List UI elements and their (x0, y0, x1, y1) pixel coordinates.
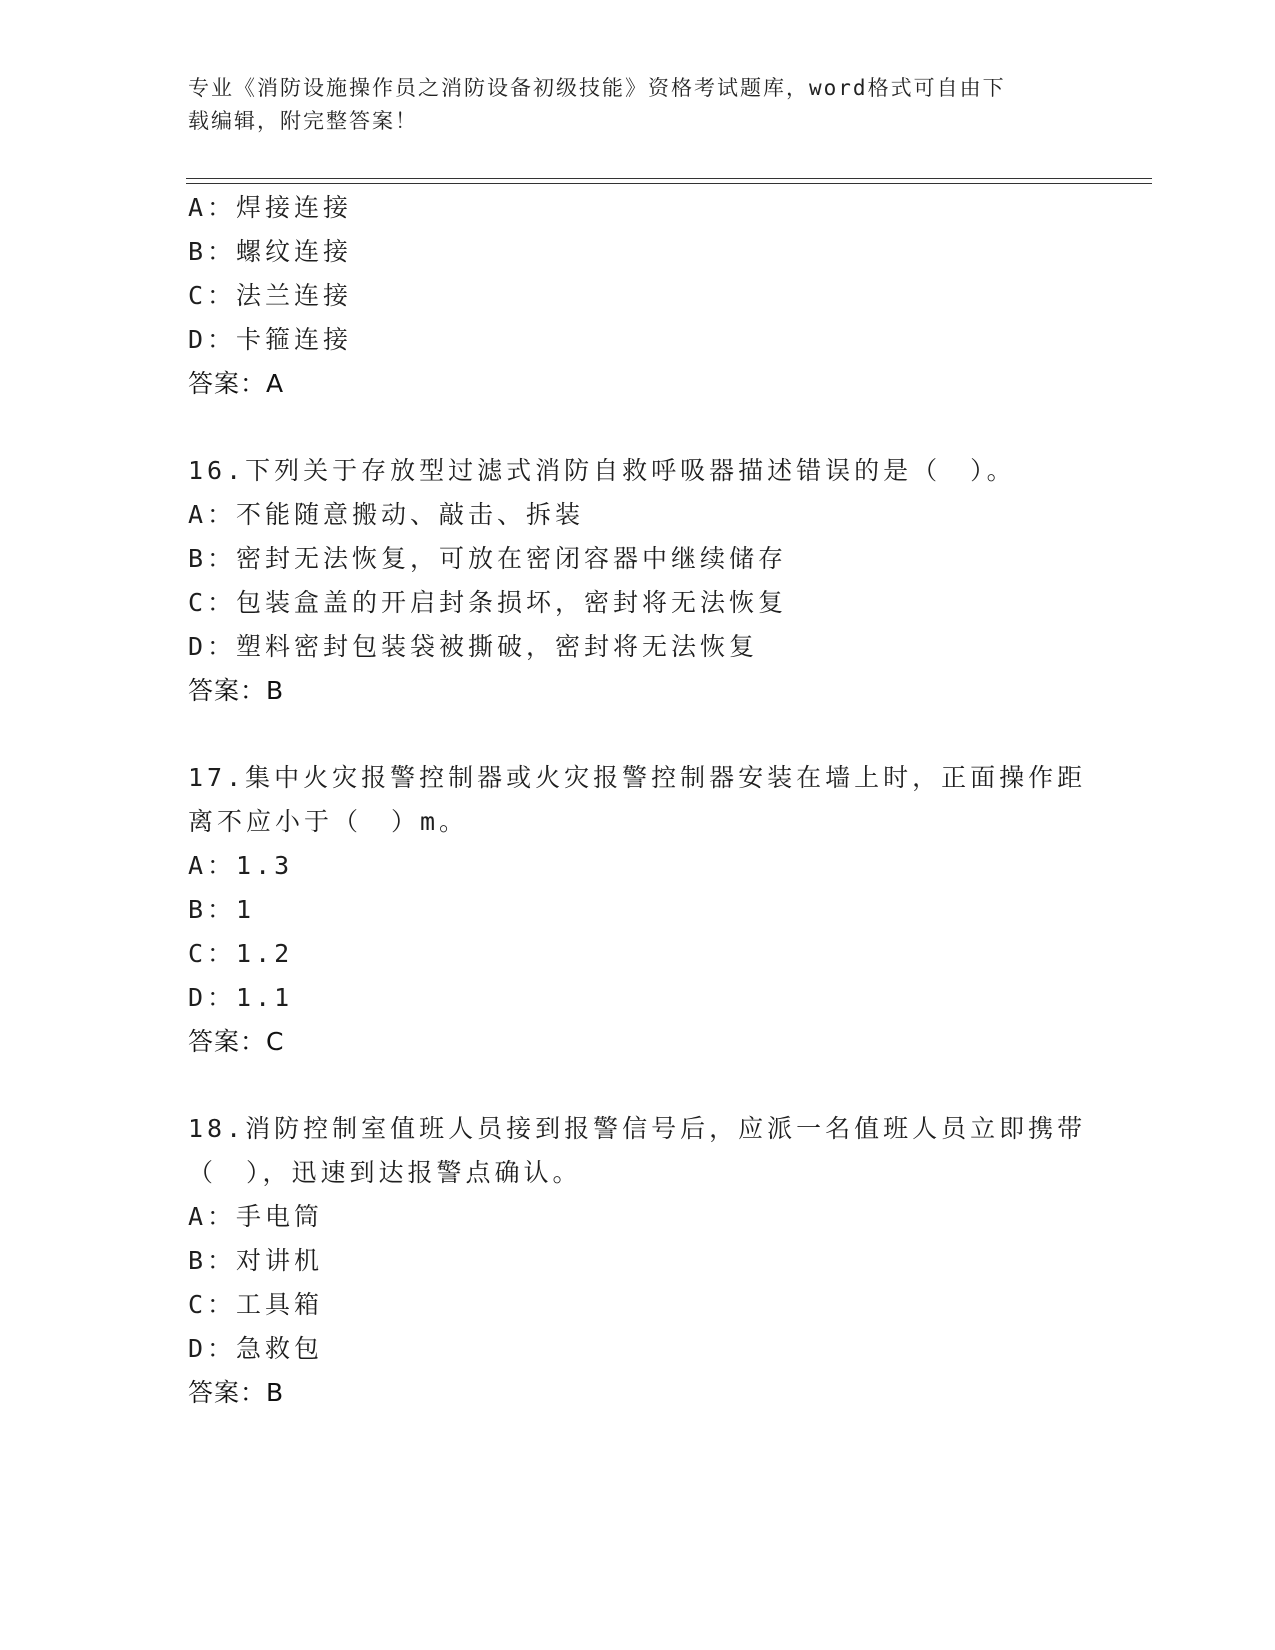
q16-option-c: C：包装盒盖的开启封条损坏，密封将无法恢复 (188, 588, 788, 617)
q17-stem-line-2: 离不应小于（ ）m。 (188, 807, 469, 836)
header-line-1: 专业《消防设施操作员之消防设备初级技能》资格考试题库，word格式可自由下 (188, 76, 1006, 100)
q18-option-c: C：工具箱 (188, 1290, 324, 1319)
q18-stem-line-2: （ ），迅速到达报警点确认。 (188, 1158, 582, 1187)
q18-stem-line-1: 18.消防控制室值班人员接到报警信号后，应派一名值班人员立即携带 (188, 1114, 1087, 1143)
q17-answer: 答案：C (188, 1027, 285, 1056)
q16-option-d: D：塑料密封包装袋被撕破，密封将无法恢复 (188, 632, 759, 661)
q17-option-d: D：1.1 (188, 983, 294, 1012)
q18-answer: 答案：B (188, 1378, 285, 1407)
q15-option-b: B：螺纹连接 (188, 237, 353, 266)
q17-option-b: B：1 (188, 895, 256, 924)
q16-option-a: A：不能随意搬动、敲击、拆装 (188, 500, 585, 529)
q18-option-b: B：对讲机 (188, 1246, 324, 1275)
q15-option-c: C：法兰连接 (188, 281, 353, 310)
header-line-2: 载编辑，附完整答案！ (188, 109, 418, 133)
q17-stem-line-1: 17.集中火灾报警控制器或火灾报警控制器安装在墙上时，正面操作距 (188, 763, 1087, 792)
q15-option-d: D：卡箍连接 (188, 325, 353, 354)
q16-stem: 16.下列关于存放型过滤式消防自救呼吸器描述错误的是（ ）。 (188, 456, 1016, 485)
header-divider-top (186, 178, 1152, 179)
q17-option-c: C：1.2 (188, 939, 294, 968)
q16-option-b: B：密封无法恢复，可放在密闭容器中继续储存 (188, 544, 788, 573)
q18-option-a: A：手电筒 (188, 1202, 324, 1231)
q15-option-a: A：焊接连接 (188, 193, 353, 222)
header-divider-bottom (186, 183, 1152, 184)
q17-option-a: A：1.3 (188, 851, 294, 880)
document-header (188, 72, 1068, 138)
q15-answer: 答案：A (188, 369, 285, 398)
q16-answer: 答案：B (188, 676, 285, 705)
q18-option-d: D：急救包 (188, 1334, 324, 1363)
